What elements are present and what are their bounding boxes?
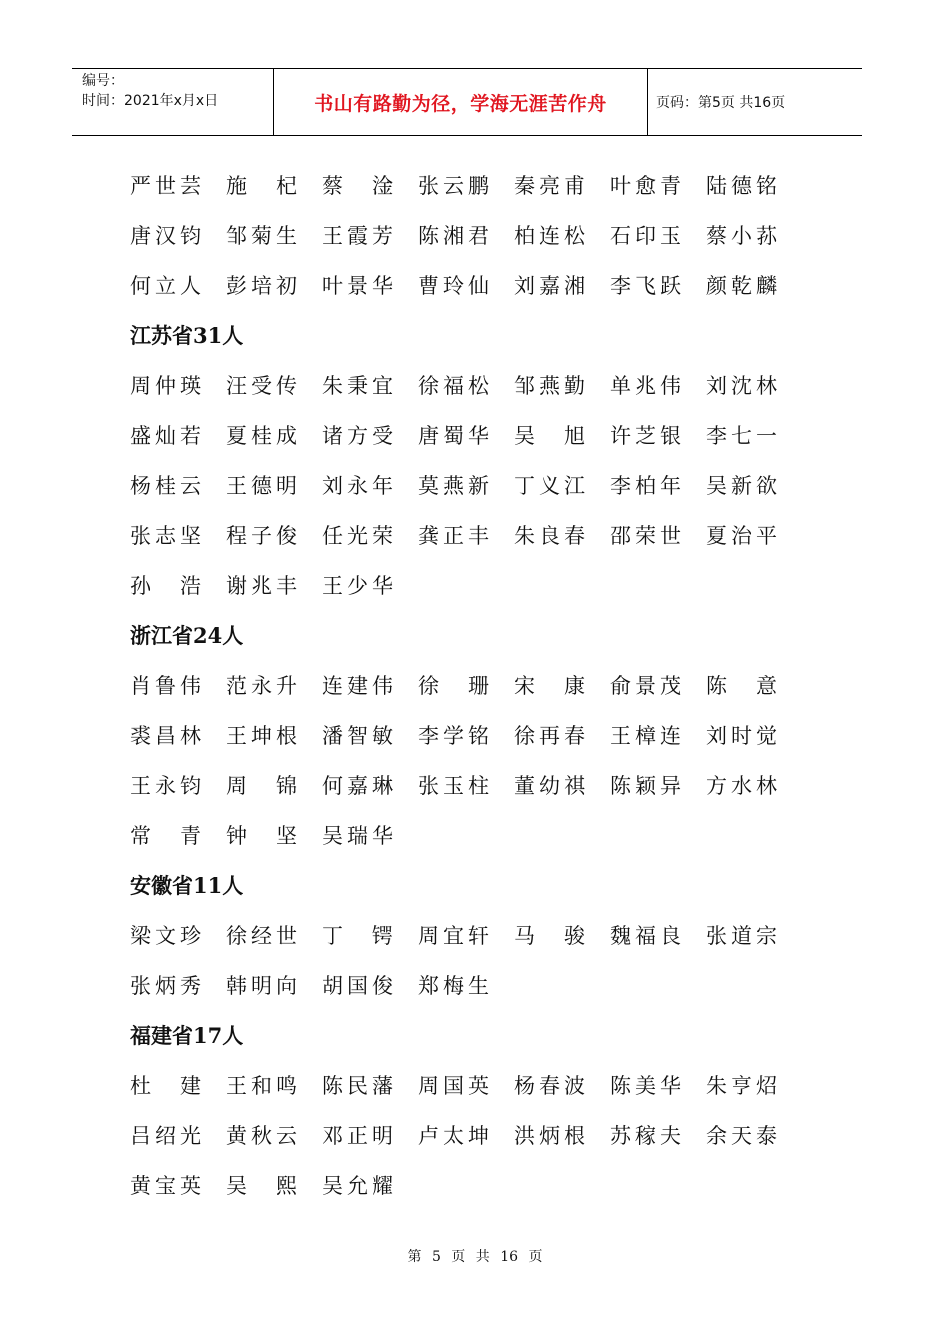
person-name: 朱亨炤: [706, 1074, 781, 1098]
person-name: 郑梅生: [418, 974, 493, 998]
person-name: 胡国俊: [322, 974, 397, 998]
person-name: 张道宗: [706, 924, 781, 948]
name-row: [130, 560, 810, 610]
person-name: 吴新欲: [706, 474, 781, 498]
province-heading: 江苏省31人: [130, 323, 244, 348]
province-heading: 浙江省24人: [130, 623, 244, 648]
person-name: 丁义江: [514, 474, 589, 498]
person-name: 潘智敏: [322, 724, 397, 748]
person-name: 孙 浩: [130, 574, 205, 598]
person-name: 陈颖异: [610, 774, 685, 798]
person-name: 曹玲仙: [418, 274, 493, 298]
person-name: 肖鲁伟: [130, 674, 205, 698]
person-name: 陈美华: [610, 1074, 685, 1098]
person-name: 苏稼夫: [610, 1124, 685, 1148]
person-name: 马 骏: [514, 924, 589, 948]
page-footer: 第 5 页 共 16 页: [407, 1249, 543, 1265]
name-row: [130, 360, 810, 410]
name-row: [130, 410, 810, 460]
person-name: 汪受传: [226, 374, 301, 398]
person-name: 卢太坤: [418, 1124, 493, 1148]
person-name: 余天泰: [706, 1124, 781, 1148]
person-name: 刘时觉: [706, 724, 781, 748]
name-row: [130, 260, 810, 310]
person-name: 秦亮甫: [514, 174, 589, 198]
person-name: 王樟连: [610, 724, 685, 748]
person-name: 张炳秀: [130, 974, 205, 998]
name-row: [130, 960, 810, 1010]
person-name: 张云鹏: [418, 174, 493, 198]
person-name: 董幼祺: [514, 774, 589, 798]
name-row: [130, 1160, 810, 1210]
person-name: 吴 旭: [514, 424, 589, 448]
person-name: 邵荣世: [610, 524, 685, 548]
person-name: 谢兆丰: [226, 574, 301, 598]
person-name: 夏治平: [706, 524, 781, 548]
person-name: 黄秋云: [226, 1124, 301, 1148]
person-name: 单兆伟: [610, 374, 685, 398]
header-motto: 书山有路勤为径，学海无涯苦作舟: [274, 69, 648, 135]
person-name: 李七一: [706, 424, 781, 448]
person-name: 梁文珍: [130, 924, 205, 948]
person-name: 王德明: [226, 474, 301, 498]
person-name: 施 杞: [226, 174, 301, 198]
person-name: 朱良春: [514, 524, 589, 548]
person-name: 周 锦: [226, 774, 301, 798]
person-name: 盛灿若: [130, 424, 205, 448]
person-name: 韩明向: [226, 974, 301, 998]
person-name: 丁 锷: [322, 924, 397, 948]
document-number-label: 编号：: [82, 73, 124, 89]
header-page-info: 页码：第5页 共16页: [656, 95, 786, 111]
header-meta: [72, 69, 274, 135]
name-row: [130, 160, 810, 210]
person-name: 周国英: [418, 1074, 493, 1098]
person-name: 叶景华: [322, 274, 397, 298]
person-name: 李学铭: [418, 724, 493, 748]
person-name: 王和鸣: [226, 1074, 301, 1098]
person-name: 李飞跃: [610, 274, 685, 298]
person-name: 魏福良: [610, 924, 685, 948]
person-name: 彭培初: [226, 274, 301, 298]
person-name: 夏桂成: [226, 424, 301, 448]
person-name: 石印玉: [610, 224, 685, 248]
person-name: 邓正明: [322, 1124, 397, 1148]
person-name: 何嘉琳: [322, 774, 397, 798]
person-name: 徐福松: [418, 374, 493, 398]
person-name: 刘嘉湘: [514, 274, 589, 298]
person-name: 连建伟: [322, 674, 397, 698]
person-name: 叶愈青: [610, 174, 685, 198]
person-name: 陈民藩: [322, 1074, 397, 1098]
person-name: 邹燕勤: [514, 374, 589, 398]
person-name: 周宜轩: [418, 924, 493, 948]
person-name: 刘沈林: [706, 374, 781, 398]
person-name: 莫燕新: [418, 474, 493, 498]
name-row: [130, 710, 810, 760]
person-name: 杨桂云: [130, 474, 205, 498]
person-name: 柏连松: [514, 224, 589, 248]
person-name: 张志坚: [130, 524, 205, 548]
person-name: 钟 坚: [226, 824, 301, 848]
name-row: [130, 660, 810, 710]
name-list: [130, 160, 810, 1210]
person-name: 唐汉钧: [130, 224, 205, 248]
name-row: [130, 810, 810, 860]
person-name: 王少华: [322, 574, 397, 598]
person-name: 程子俊: [226, 524, 301, 548]
person-name: 刘永年: [322, 474, 397, 498]
person-name: 吴 熙: [226, 1174, 301, 1198]
person-name: 王霞芳: [322, 224, 397, 248]
document-time: 时间：2021年x月x日: [82, 93, 219, 109]
person-name: 徐经世: [226, 924, 301, 948]
name-row: [130, 460, 810, 510]
person-name: 陈 意: [706, 674, 781, 698]
person-name: 洪炳根: [514, 1124, 589, 1148]
province-heading: 安徽省11人: [130, 873, 244, 898]
person-name: 许芝银: [610, 424, 685, 448]
page-header: [72, 68, 862, 136]
person-name: 吴允耀: [322, 1174, 397, 1198]
name-row: [130, 910, 810, 960]
name-row: [130, 760, 810, 810]
person-name: 何立人: [130, 274, 205, 298]
person-name: 王永钧: [130, 774, 205, 798]
person-name: 陈湘君: [418, 224, 493, 248]
person-name: 蔡小荪: [706, 224, 781, 248]
person-name: 任光荣: [322, 524, 397, 548]
person-name: 周仲瑛: [130, 374, 205, 398]
person-name: 俞景茂: [610, 674, 685, 698]
person-name: 严世芸: [130, 174, 205, 198]
person-name: 宋 康: [514, 674, 589, 698]
person-name: 李柏年: [610, 474, 685, 498]
person-name: 杨春波: [514, 1074, 589, 1098]
person-name: 颜乾麟: [706, 274, 781, 298]
person-name: 方水林: [706, 774, 781, 798]
person-name: 杜 建: [130, 1074, 205, 1098]
province-heading: 福建省17人: [130, 1023, 244, 1048]
person-name: 徐 珊: [418, 674, 493, 698]
name-row: [130, 510, 810, 560]
person-name: 诸方受: [322, 424, 397, 448]
person-name: 张玉柱: [418, 774, 493, 798]
person-name: 黄宝英: [130, 1174, 205, 1198]
name-row: [130, 1060, 810, 1110]
person-name: 陆德铭: [706, 174, 781, 198]
person-name: 徐再春: [514, 724, 589, 748]
person-name: 范永升: [226, 674, 301, 698]
person-name: 吕绍光: [130, 1124, 205, 1148]
person-name: 邹菊生: [226, 224, 301, 248]
person-name: 龚正丰: [418, 524, 493, 548]
person-name: 吴瑞华: [322, 824, 397, 848]
person-name: 朱秉宜: [322, 374, 397, 398]
name-row: [130, 1110, 810, 1160]
person-name: 蔡 淦: [322, 174, 397, 198]
person-name: 常 青: [130, 824, 205, 848]
name-row: [130, 210, 810, 260]
person-name: 裘昌林: [130, 724, 205, 748]
person-name: 唐蜀华: [418, 424, 493, 448]
person-name: 王坤根: [226, 724, 301, 748]
